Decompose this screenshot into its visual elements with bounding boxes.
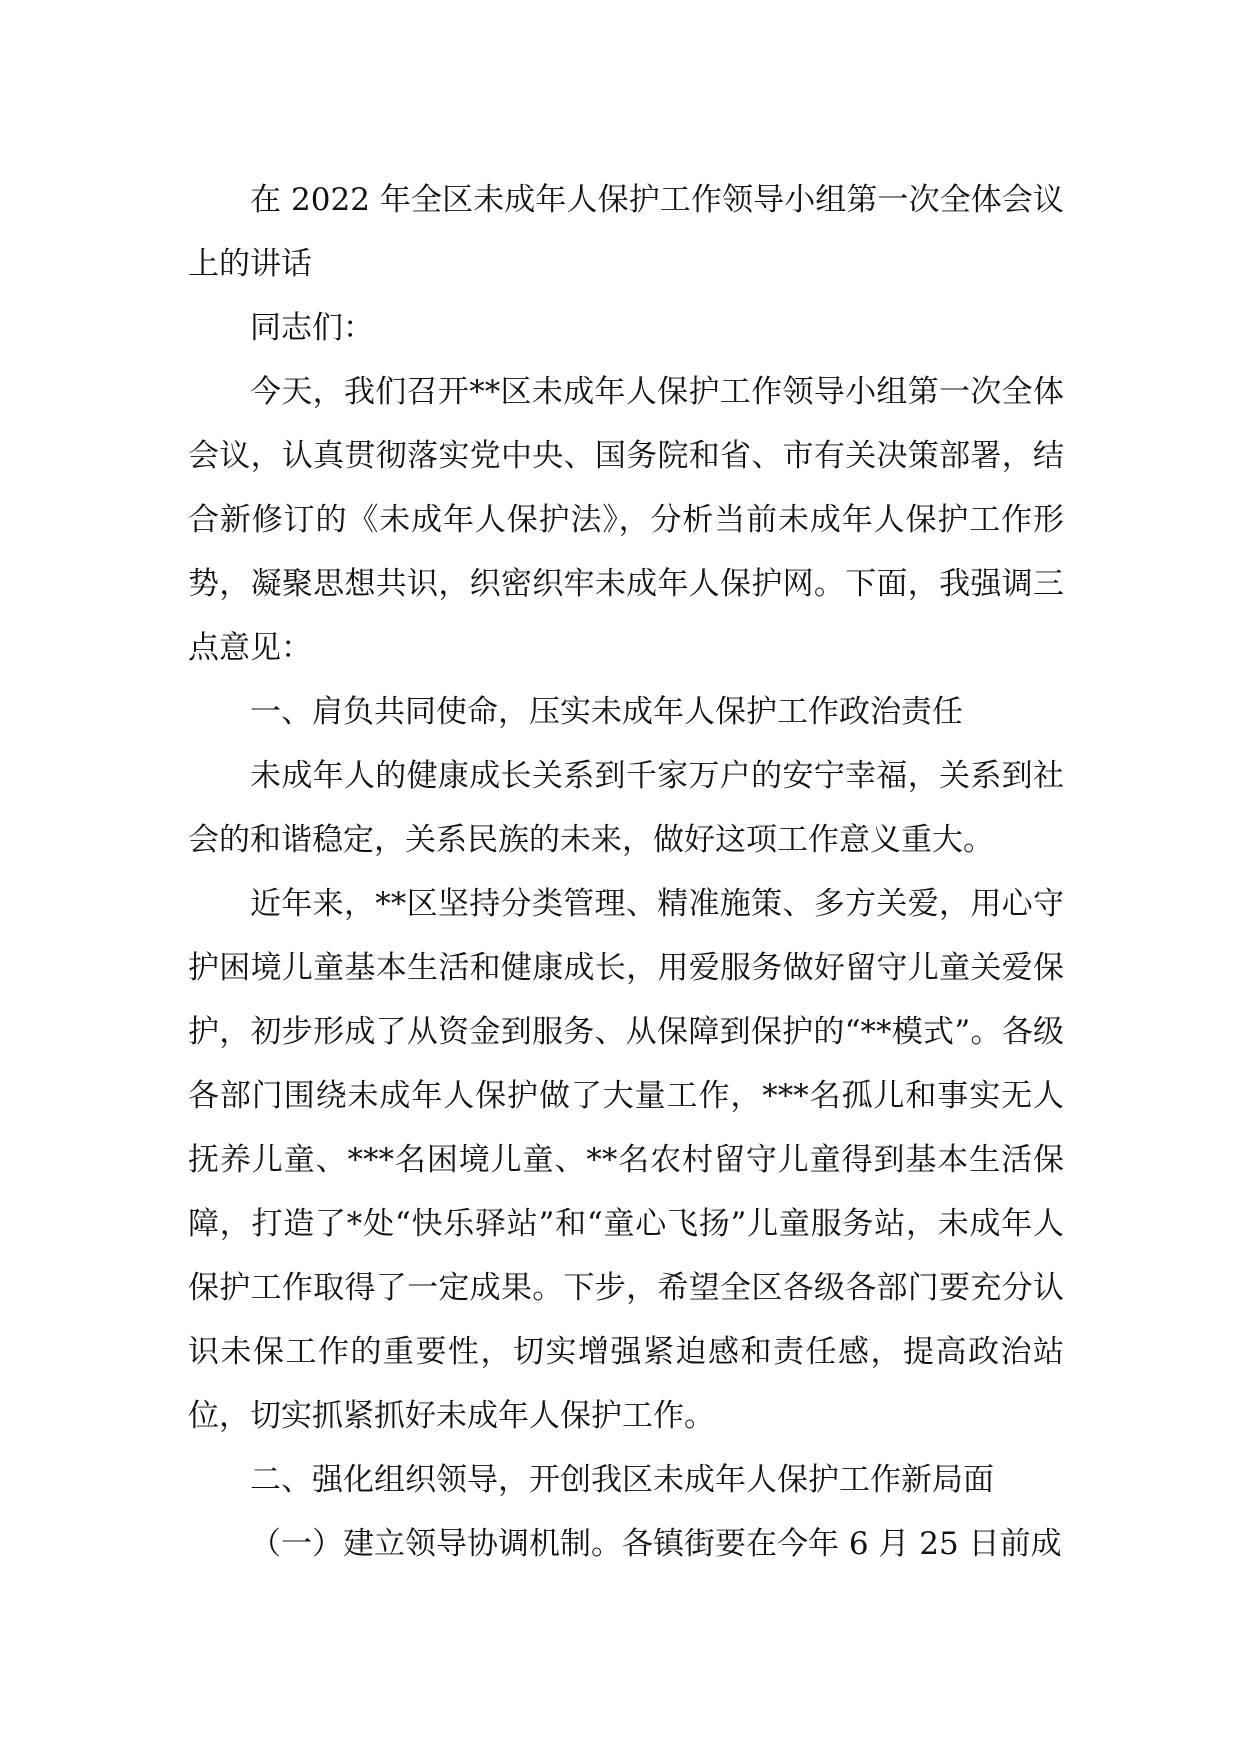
- section-heading: 二、强化组织领导，开创我区未成年人保护工作新局面: [250, 1462, 994, 1498]
- document-page: [188, 168, 1064, 1576]
- document-title: 在 2022 年全区未成年人保护工作领导小组第一次全体会议上的讲话: [188, 182, 1064, 282]
- body-paragraph: 今天，我们召开**区未成年人保护工作领导小组第一次全体会议，认真贯彻落实党中央、国务院和省、市有关决策部署，结合新修订的《未成年人保护法》，分析当前未成年人保护工作形势，凝聚思想共识，织密织牢未成年人保护网。下面，我强调三点意见：: [188, 374, 1064, 666]
- section-heading: 一、肩负共同使命，压实未成年人保护工作政治责任: [250, 694, 963, 730]
- body-paragraph: 近年来，**区坚持分类管理、精准施策、多方关爱，用心守护困境儿童基本生活和健康成长，用爱服务做好留守儿童关爱保护，初步形成了从资金到服务、从保障到保护的“**模式”。各级各部门围绕未成年人保护做了大量工作，***名孤儿和事实无人抚养儿童、***名困境儿童、**名农村留守儿童得到基本生活保障，打造了*处“快乐驿站”和“童心飞扬”儿童服务站，未成年人保护工作取得了一定成果。下步，希望全区各级各部门要充分认识未保工作的重要性，切实增强紧迫感和责任感，提高政治站位，切实抓紧抓好未成年人保护工作。: [188, 886, 1064, 1434]
- body-paragraph: （一）建立领导协调机制。各镇街要在今年 6 月 25 日前成: [250, 1526, 1062, 1562]
- body-paragraph: 未成年人的健康成长关系到千家万户的安宁幸福，关系到社会的和谐稳定，关系民族的未来，做好这项工作意义重大。: [188, 758, 1064, 858]
- salutation: 同志们：: [250, 310, 374, 346]
